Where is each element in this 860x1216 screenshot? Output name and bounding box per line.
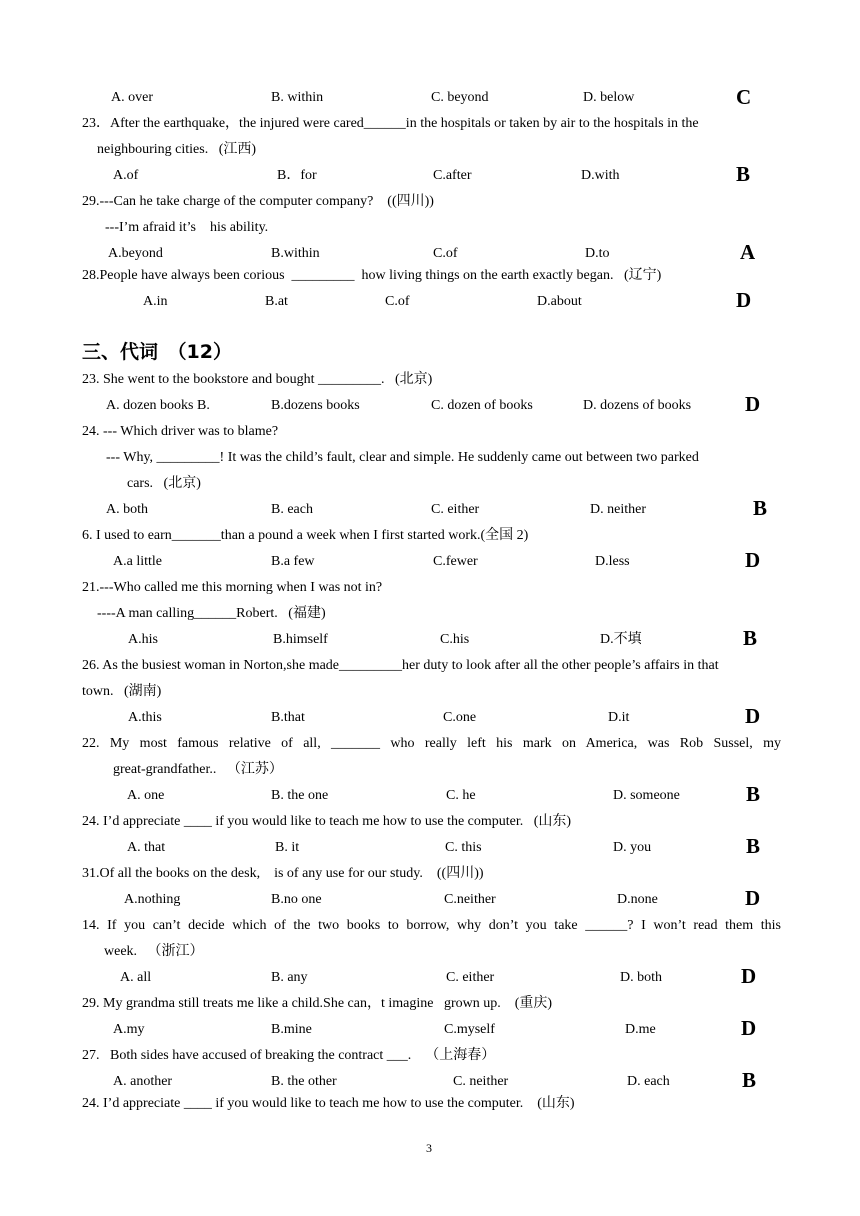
option-a: A.his <box>128 632 158 647</box>
answer-key: B <box>743 626 758 650</box>
option-b: B.mine <box>271 1022 312 1037</box>
option-a: A. that <box>127 840 166 855</box>
option-c: C. either <box>431 502 480 517</box>
question-text: 14. If you can’t decide which of the two books to borrow, why don’t you take ______? I won’t read them this <box>82 918 781 933</box>
option-d: D.to <box>585 246 610 261</box>
question-text: 29. My grandma still treats me like a child.She can，t imagine grown up. (重庆) <box>82 996 553 1011</box>
answer-key: B <box>736 162 751 186</box>
option-c: C.neither <box>444 892 496 907</box>
option-c: C.after <box>433 168 472 183</box>
option-b: B. within <box>271 90 324 105</box>
answer-key: B <box>746 834 761 858</box>
question-text: 24. I’d appreciate ____ if you would like to teach me how to use the computer. (山东) <box>82 1096 575 1111</box>
question-text: 22. My most famous relative of all, _______ who really left his mark on America, was Rob Sussel, my <box>82 736 781 751</box>
question-text-cont: ---I’m afraid it’s his ability. <box>105 220 269 235</box>
option-a: A. another <box>113 1074 173 1089</box>
option-c: C.of <box>385 294 410 309</box>
option-c: C.of <box>433 246 458 261</box>
option-c: C. this <box>445 840 482 855</box>
answer-key: D <box>741 1016 757 1040</box>
option-a: A.this <box>128 710 162 725</box>
question-text: 28.People have always been corious _________ how living things on the earth exactly began. (辽宁) <box>82 268 662 283</box>
option-d: D.none <box>617 892 658 907</box>
question-text-cont: cars. (北京) <box>127 476 201 491</box>
option-b: B.that <box>271 710 305 725</box>
option-d: D. each <box>627 1074 670 1089</box>
answer-key: C <box>736 85 752 109</box>
option-a: A.of <box>113 168 139 183</box>
option-b: B. the one <box>271 788 329 803</box>
answer-key: D <box>745 392 761 416</box>
option-d: D.less <box>595 554 630 569</box>
answer-key: A <box>740 240 756 264</box>
question-text-cont: --- Why, _________! It was the child’s fault, clear and simple. He suddenly came out between two parked <box>106 450 699 465</box>
option-d: D.with <box>581 168 620 183</box>
option-b: B. it <box>275 840 300 855</box>
question-text-cont: neighbouring cities. (江西) <box>97 142 257 157</box>
option-b: B.at <box>265 294 288 309</box>
question-text: 23. She went to the bookstore and bought _________. (北京) <box>82 372 433 387</box>
option-d: D. below <box>583 90 635 105</box>
option-d: D.不填 <box>600 632 642 647</box>
option-a: A. all <box>120 970 152 985</box>
option-c: C. dozen of books <box>431 398 533 413</box>
option-b: B.within <box>271 246 320 261</box>
option-c: C. beyond <box>431 90 489 105</box>
question-text: 24. I’d appreciate ____ if you would like to teach me how to use the computer. (山东) <box>82 814 572 829</box>
option-c: C. either <box>446 970 495 985</box>
answer-key: D <box>736 288 752 312</box>
question-text: 29.---Can he take charge of the computer company? ((四川)) <box>82 194 434 209</box>
option-a: A. one <box>127 788 165 803</box>
question-text: 6. I used to earn_______than a pound a week when I first started work.(全国 2) <box>82 528 529 543</box>
question-text-cont: ----A man calling______Robert. (福建) <box>97 606 326 621</box>
option-b: B.no one <box>271 892 322 907</box>
question-text-cont: great-grandfather.. （江苏） <box>113 762 283 777</box>
option-c: C. he <box>446 788 476 803</box>
option-b: B.himself <box>273 632 328 647</box>
option-c: C.one <box>443 710 477 725</box>
question-text-cont: town. (湖南) <box>82 684 162 699</box>
answer-key: B <box>742 1068 757 1092</box>
option-a: A.my <box>113 1022 145 1037</box>
option-a: A. both <box>106 502 148 517</box>
option-c: C.his <box>440 632 470 647</box>
option-d: D. both <box>620 970 662 985</box>
question-text: 23．After the earthquake，the injured were cared______in the hospitals or taken by air to the hospitals in the <box>82 116 699 131</box>
option-c: C. neither <box>453 1074 509 1089</box>
option-c: C.fewer <box>433 554 478 569</box>
option-a: A.a little <box>113 554 162 569</box>
answer-key: D <box>741 964 757 988</box>
option-b: B.a few <box>271 554 315 569</box>
section-heading: 三、代词 （12） <box>82 341 232 363</box>
answer-key: B <box>753 496 768 520</box>
page-number: 3 <box>426 1141 432 1155</box>
question-text-cont: week. （浙江） <box>104 944 204 959</box>
option-b: B.dozens books <box>271 398 360 413</box>
question-text: 21.---Who called me this morning when I was not in? <box>82 580 383 595</box>
option-d: D. neither <box>590 502 646 517</box>
answer-key: D <box>745 548 761 572</box>
option-d: D. dozens of books <box>583 398 692 413</box>
option-a: A. over <box>111 90 153 105</box>
option-d: D. someone <box>613 788 680 803</box>
option-a: A.nothing <box>124 892 181 907</box>
option-d: D.me <box>625 1022 656 1037</box>
option-b: B. the other <box>271 1074 337 1089</box>
question-text: 31.Of all the books on the desk, is of any use for our study. ((四川)) <box>82 866 484 881</box>
answer-key: D <box>745 886 761 910</box>
question-text: 26. As the busiest woman in Norton,she made_________her duty to look after all the other people’s affairs in that <box>82 658 719 673</box>
answer-key: B <box>746 782 761 806</box>
answer-key: D <box>745 704 761 728</box>
option-b: B．for <box>277 168 317 183</box>
option-a: A.in <box>143 294 168 309</box>
question-text: 27. Both sides have accused of breaking the contract ___. （上海春） <box>82 1048 496 1063</box>
option-a: A.beyond <box>108 246 163 261</box>
option-a: A. dozen books B. <box>106 398 210 413</box>
option-b: B. each <box>271 502 313 517</box>
option-c: C.myself <box>444 1022 495 1037</box>
question-text: 24. --- Which driver was to blame? <box>82 424 279 439</box>
option-d: D. you <box>613 840 652 855</box>
option-d: D.it <box>608 710 630 725</box>
option-d: D.about <box>537 294 582 309</box>
option-b: B. any <box>271 970 308 985</box>
